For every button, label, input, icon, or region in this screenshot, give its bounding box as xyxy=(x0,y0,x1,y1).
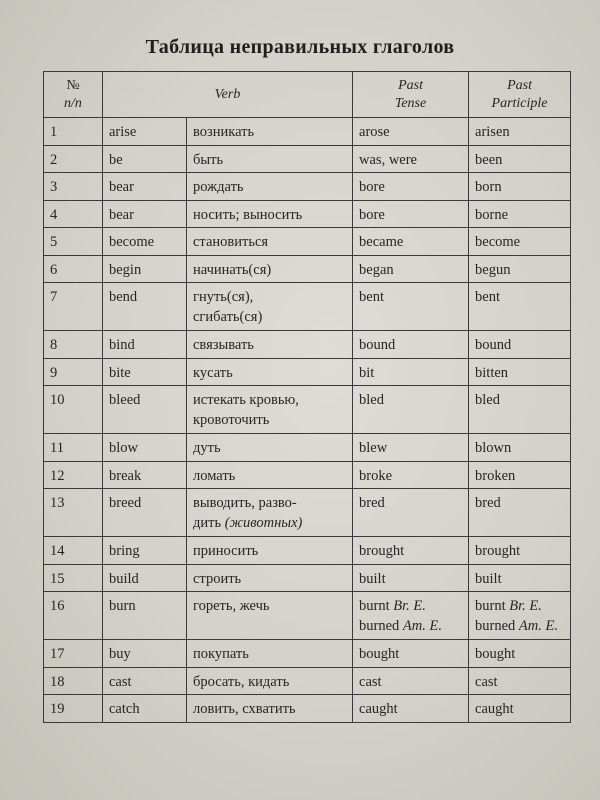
past-participle xyxy=(469,145,571,173)
verb-translation xyxy=(187,118,353,146)
past-participle-line: burnt Br. E. xyxy=(475,598,542,614)
past-tense-line: broke xyxy=(359,467,393,484)
verb-translation-line: кусать xyxy=(193,364,233,381)
past-tense-line: bred xyxy=(359,495,385,511)
past-participle xyxy=(469,386,571,434)
row-number: 6 xyxy=(44,255,103,283)
row-number: 9 xyxy=(44,358,103,386)
header-past-line2: Tense xyxy=(394,95,427,111)
past-participle xyxy=(469,118,571,146)
row-number: 10 xyxy=(44,386,103,434)
verb-infinitive: cast xyxy=(103,667,187,695)
past-participle xyxy=(469,200,571,228)
past-participle-line: burned Am. E. xyxy=(475,618,558,634)
verb-translation xyxy=(187,255,353,283)
verb-translation xyxy=(187,228,353,256)
row-number: 19 xyxy=(44,695,103,723)
past-tense xyxy=(353,173,469,201)
verb-translation xyxy=(187,592,353,640)
past-participle-line: become xyxy=(475,234,521,250)
past-tense xyxy=(353,592,469,640)
italic-note: Am. E. xyxy=(518,618,558,634)
verb-infinitive: begin xyxy=(103,255,187,283)
verb-translation xyxy=(187,695,353,723)
past-participle-line: caught xyxy=(475,701,514,717)
table-row xyxy=(44,564,571,592)
italic-note: Br. E. xyxy=(509,598,542,614)
verb-translation-line: возникать xyxy=(193,124,255,140)
past-tense xyxy=(353,200,469,228)
verb-infinitive: catch xyxy=(103,695,187,723)
header-pp-line2: Participle xyxy=(491,95,548,111)
past-participle-line: bled xyxy=(475,392,500,408)
header-past-line1: Past xyxy=(398,77,423,93)
verb-translation xyxy=(187,489,353,537)
header-number xyxy=(44,72,103,118)
verb-infinitive: be xyxy=(103,145,187,173)
table-row xyxy=(44,145,571,173)
row-number: 16 xyxy=(44,592,103,640)
table-row xyxy=(44,173,571,201)
past-tense xyxy=(353,283,469,331)
verb-translation xyxy=(187,564,353,592)
verb-translation-line: приносить xyxy=(193,543,259,559)
verb-infinitive: become xyxy=(103,228,187,256)
past-tense xyxy=(353,386,469,434)
table-body xyxy=(44,118,571,723)
past-tense-line: bent xyxy=(359,289,384,305)
verb-infinitive: bring xyxy=(103,537,187,565)
past-tense xyxy=(353,358,469,386)
header-number-symbol: № xyxy=(66,77,80,93)
verb-infinitive: arise xyxy=(103,118,187,146)
past-tense-line: was, were xyxy=(359,151,417,168)
table-row xyxy=(44,461,571,489)
past-participle-line: bought xyxy=(475,646,516,662)
verb-translation-line: истекать кровью, xyxy=(193,392,299,408)
past-tense-line: built xyxy=(359,570,386,587)
past-tense xyxy=(353,228,469,256)
verb-translation-line: носить; выносить xyxy=(193,206,303,223)
past-tense-line: brought xyxy=(359,543,405,559)
past-tense xyxy=(353,667,469,695)
verb-infinitive: build xyxy=(103,564,187,592)
past-participle xyxy=(469,640,571,668)
past-participle xyxy=(469,667,571,695)
header-pp-line1: Past xyxy=(507,77,532,93)
row-number: 11 xyxy=(44,434,103,462)
row-number: 17 xyxy=(44,640,103,668)
verb-infinitive: break xyxy=(103,461,187,489)
verb-translation xyxy=(187,173,353,201)
verb-infinitive: bind xyxy=(103,331,187,359)
past-participle-line: born xyxy=(475,179,502,195)
past-tense-line: blew xyxy=(359,440,388,456)
verb-translation xyxy=(187,667,353,695)
verb-translation xyxy=(187,331,353,359)
table-row xyxy=(44,667,571,695)
past-participle-line: built xyxy=(475,570,502,587)
past-participle xyxy=(469,537,571,565)
row-number: 1 xyxy=(44,118,103,146)
verb-infinitive: bear xyxy=(103,200,187,228)
row-number: 12 xyxy=(44,461,103,489)
table-row xyxy=(44,537,571,565)
table-row xyxy=(44,695,571,723)
past-tense-line: bit xyxy=(359,364,375,381)
verb-infinitive: blow xyxy=(103,434,187,462)
verb-translation-line: связывать xyxy=(193,337,254,353)
past-tense-line: bought xyxy=(359,646,400,662)
verb-infinitive: burn xyxy=(103,592,187,640)
past-tense-line: cast xyxy=(359,673,382,690)
row-number: 4 xyxy=(44,200,103,228)
past-participle xyxy=(469,461,571,489)
past-tense-line: began xyxy=(359,261,394,278)
verb-translation-line: выводить, разво- xyxy=(193,495,297,511)
past-tense-line: caught xyxy=(359,701,398,717)
page-title: Таблица неправильных глаголов xyxy=(145,36,455,58)
past-tense xyxy=(353,145,469,173)
verb-infinitive: bear xyxy=(103,173,187,201)
table-row xyxy=(44,228,571,256)
row-number: 18 xyxy=(44,667,103,695)
past-participle xyxy=(469,173,571,201)
past-participle xyxy=(469,255,571,283)
past-participle xyxy=(469,358,571,386)
past-participle-line: bitten xyxy=(475,364,509,381)
verb-translation-line: гнуть(ся), xyxy=(193,289,254,305)
table-row xyxy=(44,386,571,434)
past-participle xyxy=(469,434,571,462)
verb-translation xyxy=(187,145,353,173)
verb-translation-line: покупать xyxy=(193,646,249,662)
table-row xyxy=(44,255,571,283)
past-participle-line: borne xyxy=(475,206,509,223)
table-row xyxy=(44,434,571,462)
verb-translation-line: дуть xyxy=(193,440,221,456)
irregular-verbs-table xyxy=(43,71,571,723)
past-tense xyxy=(353,564,469,592)
row-number: 14 xyxy=(44,537,103,565)
past-participle-line: bred xyxy=(475,495,501,511)
row-number: 8 xyxy=(44,331,103,359)
past-tense xyxy=(353,434,469,462)
table-row xyxy=(44,489,571,537)
row-number: 13 xyxy=(44,489,103,537)
verb-infinitive: bend xyxy=(103,283,187,331)
verb-infinitive: bleed xyxy=(103,386,187,434)
header-row xyxy=(44,72,571,118)
past-participle-line: brought xyxy=(475,543,521,559)
table-row xyxy=(44,331,571,359)
verb-translation xyxy=(187,358,353,386)
table-row xyxy=(44,118,571,146)
verb-translation-line: строить xyxy=(193,570,242,587)
verb-translation-line: становиться xyxy=(193,234,269,250)
table-row xyxy=(44,640,571,668)
table-row xyxy=(44,592,571,640)
past-tense xyxy=(353,695,469,723)
past-tense-line: burned Am. E. xyxy=(359,618,442,634)
past-participle xyxy=(469,592,571,640)
verb-translation-line: дить (животных) xyxy=(193,515,303,531)
past-participle xyxy=(469,564,571,592)
past-tense-line: burnt Br. E. xyxy=(359,598,426,614)
past-tense xyxy=(353,461,469,489)
past-participle xyxy=(469,331,571,359)
past-tense xyxy=(353,489,469,537)
verb-translation-line: быть xyxy=(193,151,224,168)
verb-infinitive: breed xyxy=(103,489,187,537)
past-participle-line: blown xyxy=(475,440,512,456)
italic-note: Am. E. xyxy=(402,618,442,634)
header-past-participle xyxy=(469,72,571,118)
past-participle-line: been xyxy=(475,151,503,168)
past-tense-line: bound xyxy=(359,337,396,353)
past-tense xyxy=(353,640,469,668)
past-tense xyxy=(353,118,469,146)
verb-translation xyxy=(187,537,353,565)
past-tense-line: arose xyxy=(359,124,390,140)
verb-translation-line: ловить, схватить xyxy=(193,701,296,717)
verb-translation-line: рождать xyxy=(193,179,244,195)
past-tense-line: bore xyxy=(359,206,385,223)
verb-translation-line: начинать(ся) xyxy=(193,261,272,278)
verb-infinitive: bite xyxy=(103,358,187,386)
past-participle xyxy=(469,283,571,331)
row-number: 5 xyxy=(44,228,103,256)
header-past-tense xyxy=(353,72,469,118)
italic-note: Br. E. xyxy=(393,598,426,614)
row-number: 7 xyxy=(44,283,103,331)
past-tense-line: bled xyxy=(359,392,384,408)
italic-note: (животных) xyxy=(224,515,303,531)
verb-infinitive: buy xyxy=(103,640,187,668)
verb-translation-line: гореть, жечь xyxy=(193,598,270,614)
past-participle-line: bent xyxy=(475,289,500,305)
past-participle xyxy=(469,695,571,723)
verb-translation-line: сгибать(ся) xyxy=(193,309,263,325)
table-row xyxy=(44,200,571,228)
header-number-label: n/n xyxy=(64,95,82,111)
past-tense-line: bore xyxy=(359,179,385,195)
verb-translation xyxy=(187,640,353,668)
row-number: 15 xyxy=(44,564,103,592)
table-row xyxy=(44,358,571,386)
verb-translation xyxy=(187,386,353,434)
header-verb: Verb xyxy=(103,72,353,118)
past-participle-line: broken xyxy=(475,467,516,484)
verb-translation-line: бросать, кидать xyxy=(193,673,290,690)
past-participle-line: arisen xyxy=(475,124,510,140)
past-participle-line: cast xyxy=(475,673,498,690)
past-tense-line: became xyxy=(359,234,404,250)
verb-translation xyxy=(187,461,353,489)
past-participle xyxy=(469,489,571,537)
row-number: 2 xyxy=(44,145,103,173)
verb-translation xyxy=(187,283,353,331)
verb-translation-line: кровоточить xyxy=(193,412,270,428)
verb-translation xyxy=(187,200,353,228)
past-tense xyxy=(353,255,469,283)
past-tense xyxy=(353,331,469,359)
past-participle xyxy=(469,228,571,256)
verb-translation-line: ломать xyxy=(193,467,236,484)
past-participle-line: begun xyxy=(475,261,511,278)
table-row xyxy=(44,283,571,331)
past-tense xyxy=(353,537,469,565)
past-participle-line: bound xyxy=(475,337,512,353)
row-number: 3 xyxy=(44,173,103,201)
verb-translation xyxy=(187,434,353,462)
